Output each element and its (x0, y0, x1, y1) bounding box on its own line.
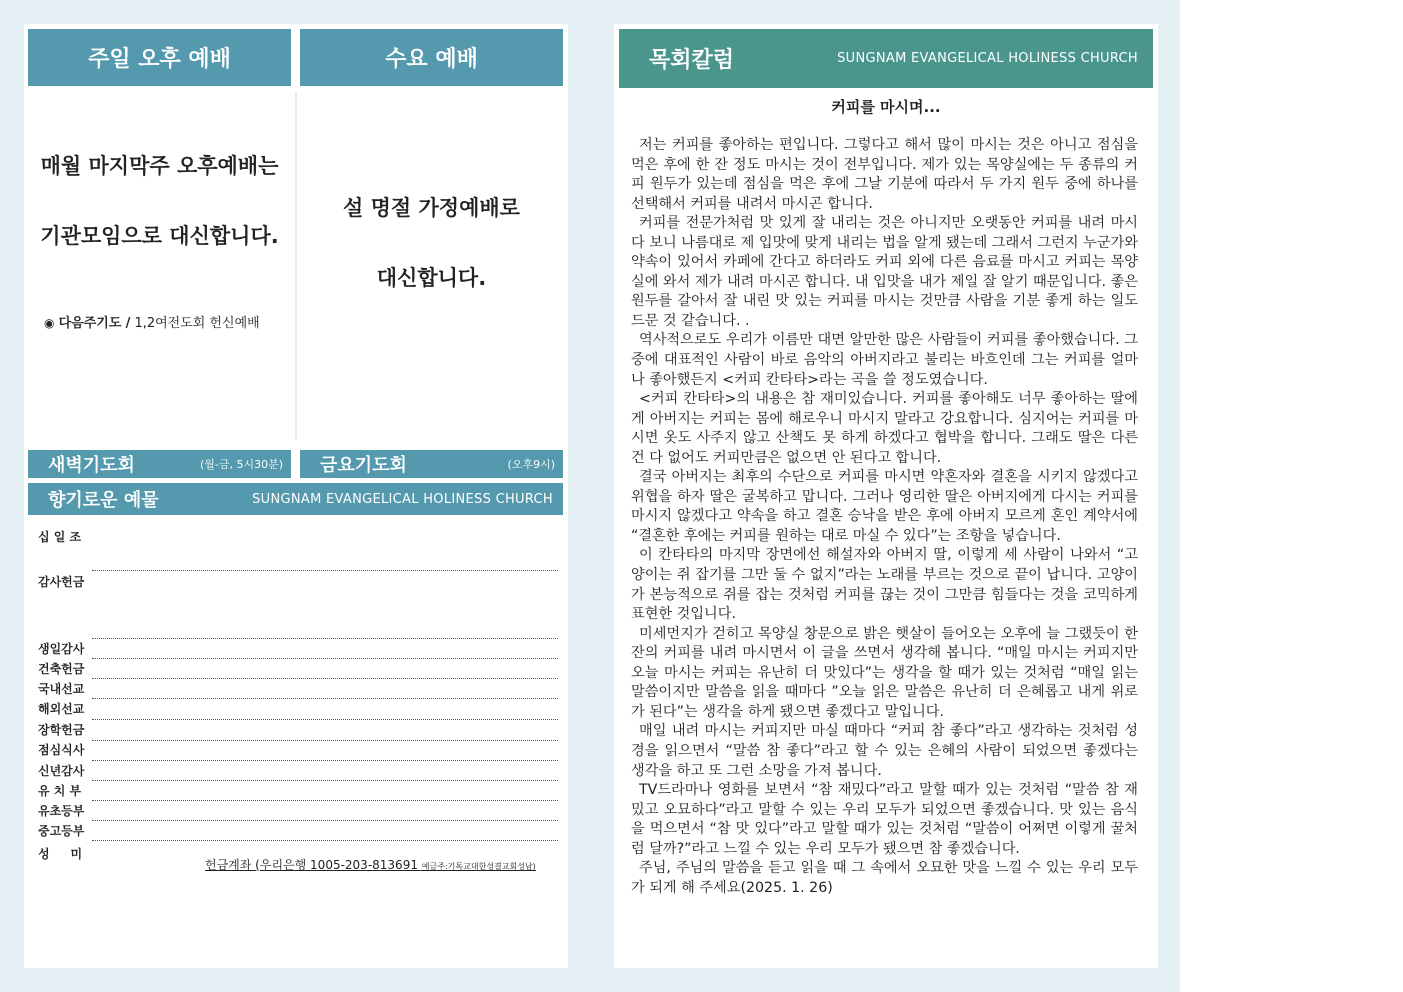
offering-entry-line (92, 800, 558, 801)
dawn-prayer-time: (월-금, 5시30분) (199, 458, 283, 471)
article-paragraph: 이 칸타타의 마지막 장면에선 해설자와 아버지 딸, 이렇게 세 사람이 나와서 “고양이는 쥐 잡기를 그만 둘 수 없지”라는 노래를 부르는 것으로 끝이 납니다. 고양이가 본능적으로 쥐를 잡는 것처럼 커피를 끊는 것이 그만큼 힘들다는 것을 코믹하게 표현한 것입니다. (631, 547, 1138, 623)
article-body (631, 136, 1138, 898)
offering-entry-line (92, 820, 558, 821)
offering-header (28, 483, 563, 515)
offering-entry-line (92, 760, 558, 761)
article-paragraph: 저는 커피를 좋아하는 편입니다. 그렇다고 해서 많이 마시는 것은 아니고 점심을 먹은 후에 한 잔 정도 마시는 것이 전부입니다. 제가 있는 목양실에는 두 종류의 커피 원두가 있는데 점심을 먹은 후에 그날 기분에 따라서 두 가지 원두 중에 하나를 선택해서 커피를 내려서 마시곤 합니다. (631, 137, 1138, 212)
offering-entry-line (92, 658, 558, 659)
article-paragraph: TV드라마나 영화를 보면서 “참 재밌다”라고 말할 때가 있는 것처럼 “말씀 참 재밌고 오묘하다”라고 말할 수 있는 우리 모두가 되었으면 좋겠습니다. 맛 있는 음식을 먹으면서 “참 맛 있다”라고 말할 때가 있는 것처럼 “말씀이 어쩌면 이렇게 꿀처럼 달까?”라고 느낄 수 있는 우리 모두가 됐으면 참 좋겠습니다. (631, 782, 1138, 857)
offering-entry-line (92, 570, 558, 571)
offering-category: 국내선교 (38, 682, 85, 696)
offering-entry-line (92, 780, 558, 781)
sunday-notice-line-2: 기관모임으로 대신합니다. (40, 224, 279, 248)
offering-category: 점심식사 (38, 743, 85, 757)
offering-category: 십 일 조 (38, 530, 82, 544)
next-week-prayer (44, 312, 260, 331)
offering-entry-line (92, 638, 558, 639)
offering-entry-line (92, 678, 558, 679)
offering-church-name: SUNGNAM EVANGELICAL HOLINESS CHURCH (252, 491, 553, 507)
article-paragraph: 미세먼지가 걷히고 목양실 창문으로 밝은 햇살이 들어오는 오후에 늘 그랬듯이 한 잔의 커피를 내려 마시면서 이 글을 쓰면서 생각해 봅니다. “매일 마시는 커피지만 오늘 마시는 커피는 유난히 더 맛있다”는 생각을 할 때가 있는 것처럼 “매일 읽는 말씀이지만 말씀을 읽을 때마다 ”오늘 읽은 말씀은 유난히 더 은혜롭고 내게 위로가 된다”는 생각을 하게 됐으면 좋겠다고 말입니다. (631, 625, 1138, 720)
dawn-prayer-bar (28, 450, 291, 478)
next-prayer-label: 다음주기도 (58, 316, 122, 331)
offering-category: 중고등부 (38, 824, 85, 838)
offering-category: 성 미 (38, 847, 83, 861)
bullet-icon: ◉ (44, 316, 55, 330)
offering-category: 감사헌금 (38, 575, 85, 589)
sunday-afternoon-header: 주일 오후 예배 (28, 29, 291, 86)
next-prayer-value: 1,2여전도회 헌신예배 (134, 316, 260, 331)
offering-category: 해외선교 (38, 702, 85, 716)
article-paragraph: 결국 아버지는 최후의 수단으로 커피를 마시면 약혼자와 결혼을 시키지 않겠다고 위협을 하자 딸은 굴복하고 맙니다. 그러나 영리한 딸은 아버지에게 다시는 커피를 마시지 않겠다고 약속을 하고 결혼 승낙을 받은 후에 아버지 모르게 혼인 계약서에 “결혼한 후에는 커피를 원하는 대로 마실 수 있다”는 조항을 넣습니다. (631, 469, 1138, 544)
dawn-prayer-title: 새벽기도회 (48, 455, 135, 476)
bank-account: 헌금계좌 (우리은행 1005-203-813691 (205, 858, 418, 872)
offering-entry-line (92, 698, 558, 699)
offering-category: 장학헌금 (38, 723, 85, 737)
article-paragraph: 매일 내려 마시는 커피지만 마실 때마다 “커피 참 좋다”라고 생각하는 것처럼 성경을 읽으면서 “말씀 참 좋다”라고 할 수 있는 은혜의 사람이 되었으면 좋겠다는 생각을 하고 또 그런 소망을 가져 봅니다. (631, 723, 1138, 779)
friday-prayer-time: (오후9시) (507, 458, 555, 471)
offering-entry-line (92, 719, 558, 720)
account-holder: 예금주:기독교대한성결교회성남) (421, 862, 536, 871)
friday-prayer-title: 금요기도회 (320, 455, 407, 476)
article-title: 커피를 마시며... (831, 98, 941, 116)
wednesday-service-header: 수요 예배 (300, 29, 563, 86)
offering-category: 생일감사 (38, 642, 85, 656)
article-paragraph: 커피를 전문가처럼 맛 있게 잘 내리는 것은 아니지만 오랫동안 커피를 내려 마시다 보니 나름대로 제 입맛에 맞게 내리는 법을 알게 됐는데 그래서 그런지 누군가와 약속이 있어서 카페에 간다고 하더라도 커피 외에 다른 음료를 마시고 커피는 목양실에 와서 제가 내려 마시곤 합니다. 내 입맛을 내가 제일 잘 알기 때문입니다. 좋은 원두를 갈아서 잘 내린 맛 있는 커피를 마시는 것만큼 사람을 기분 좋게 하는 일도 드문 것 같습니다. . (631, 215, 1138, 329)
friday-prayer-bar (300, 450, 563, 478)
wednesday-notice-line-2: 대신합니다. (376, 266, 487, 290)
offering-entry-line (92, 740, 558, 741)
column-divider (295, 92, 297, 440)
sunday-afternoon-notice (32, 150, 287, 250)
sunday-notice-line-1: 매월 마지막주 오후예배는 (40, 154, 279, 178)
offering-category: 유초등부 (38, 804, 85, 818)
offering-title: 향기로운 예물 (48, 490, 159, 511)
article-paragraph: <커피 칸타타>의 내용은 참 재미있습니다. 커피를 좋아해도 너무 좋아하는 딸에게 아버지는 커피는 몸에 해로우니 마시지 말라고 강요합니다. 심지어는 커피를 마시면 옷도 사주지 않고 산책도 못 하게 하겠다고 협박을 합니다. 그래도 딸은 다른 건 다 없어도 커피만큼은 없으면 안 된다고 합니다. (631, 391, 1138, 466)
wednesday-notice-line-1: 설 명절 가정예배로 (343, 196, 520, 220)
offering-category: 건축헌금 (38, 662, 85, 676)
next-prayer-separator: / (125, 316, 131, 331)
article-paragraph: 역사적으로도 우리가 이름만 대면 알만한 많은 사람들이 커피를 좋아했습니다. 그중에 대표적인 사람이 바로 음악의 아버지라고 불리는 바흐인데 그는 커피를 얼마나 좋아했든지 <커피 칸타타>라는 곡을 쓸 정도였습니다. (631, 332, 1138, 388)
pastor-column-church-name: SUNGNAM EVANGELICAL HOLINESS CHURCH (837, 51, 1138, 66)
offering-category: 유 치 부 (38, 784, 82, 798)
offering-category: 신년감사 (38, 764, 85, 778)
wednesday-service-notice (300, 192, 563, 292)
bank-account-info (205, 856, 536, 873)
article-paragraph: 주님, 주님의 말씀을 듣고 읽을 때 그 속에서 오묘한 맛을 느낄 수 있는 우리 모두가 되게 해 주세요(2025. 1. 26) (631, 860, 1138, 896)
offering-entry-line (92, 840, 558, 841)
pastor-column-header (619, 29, 1153, 88)
pastor-column-title: 목회칼럼 (649, 48, 735, 73)
